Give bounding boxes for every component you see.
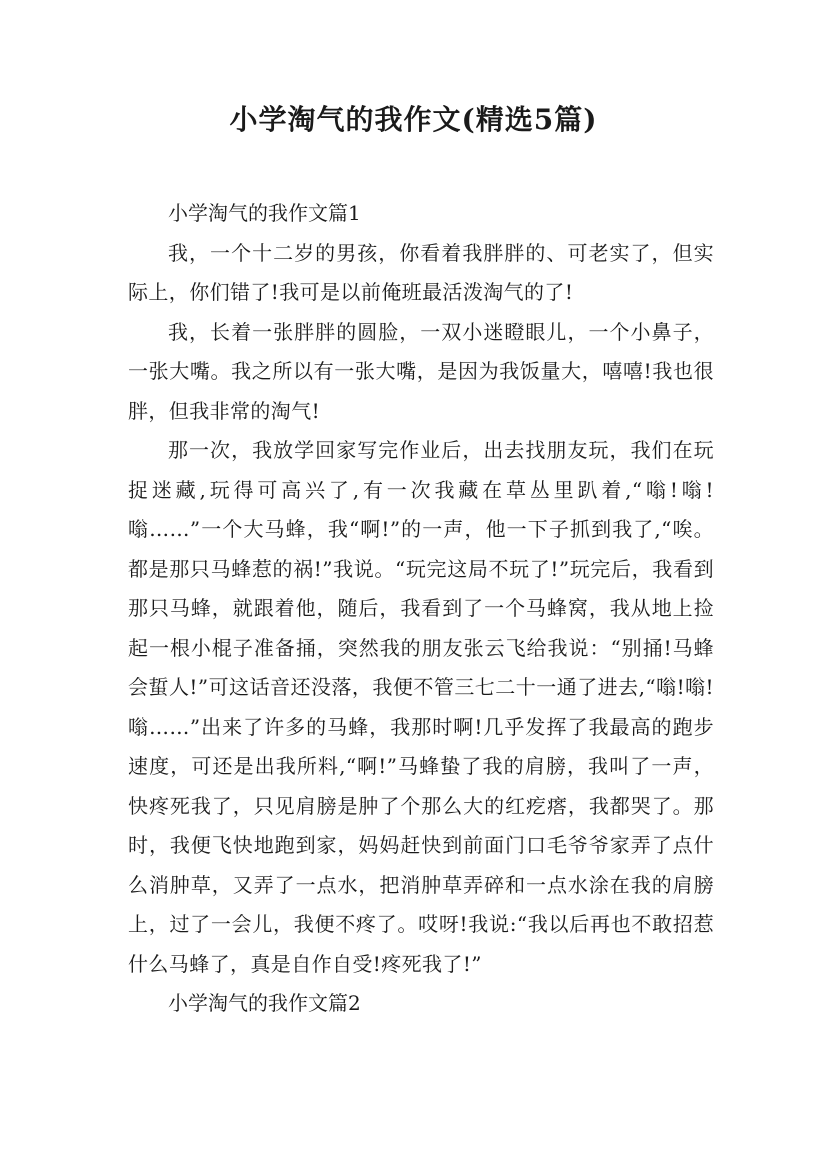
paragraph: 我，一个十二岁的男孩，你看着我胖胖的、可老实了，但实际上，你们错了!我可是以前俺班最活泼淘气的了! bbox=[128, 240, 714, 304]
document-title: 小学淘气的我作文(精选5篇) bbox=[229, 103, 598, 136]
paragraph: 那一次，我放学回家写完作业后，出去找朋友玩，我们在玩捉迷藏,玩得可高兴了,有一次我藏在草丛里趴着,“嗡!嗡!嗡……”一个大马蜂，我“啊!”的一声，他一下子抓到我了,“唉。都是那只马蜂惹的祸!”我说。“玩完这局不玩了!”玩完后，我看到那只马蜂，就跟着他，随后，我看到了一个马蜂窝，我从地上捡起一根小棍子准备捅，突然我的朋友张云飞给我说：“别捅!马蜂会蜇人!”可这话音还没落，我便不管三七二十一通了进去,“嗡!嗡!嗡……”出来了许多的马蜂，我那时啊!几乎发挥了我最高的跑步速度，可还是出我所料,“啊!”马蜂蛰了我的肩膀，我叫了一声，快疼死我了，只见肩膀是肿了个那么大的红疙瘩，我都哭了。那时，我便飞快地跑到家，妈妈赶快到前面门口毛爷爷家弄了点什么消肿草，又弄了一点水，把消肿草弄碎和一点水涂在我的肩膀上，过了一会儿，我便不疼了。哎呀!我说:“我以后再也不敢招惹什么马蜂了，真是自作自受!疼死我了!” bbox=[128, 438, 714, 976]
paragraph: 我，长着一张胖胖的圆脸，一双小迷瞪眼儿，一个小鼻子，一张大嘴。我之所以有一张大嘴，是因为我饭量大，嘻嘻!我也很胖，但我非常的淘气! bbox=[128, 319, 714, 423]
section-heading: 小学淘气的我作文篇1 bbox=[168, 201, 361, 225]
document-body bbox=[128, 194, 714, 1024]
section-heading: 小学淘气的我作文篇2 bbox=[168, 991, 361, 1015]
